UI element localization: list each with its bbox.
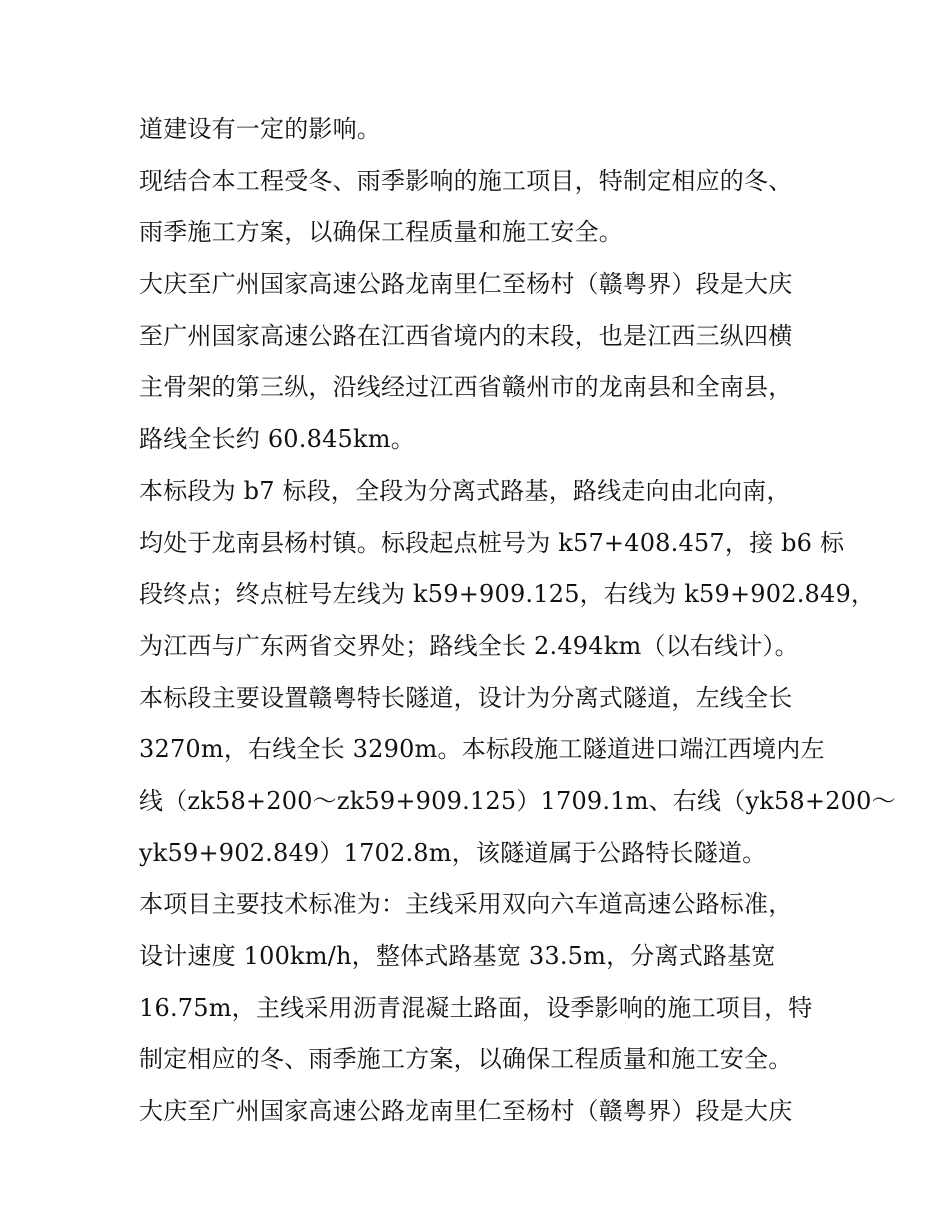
text-line: 大庆至广州国家高速公路龙南里仁至杨村（赣粤界）段是大庆: [139, 270, 793, 299]
text-line: 本标段为 b7 标段，全段为分离式路基，路线走向由北向南，: [139, 476, 791, 505]
text-line: 现结合本工程受冬、雨季影响的施工项目，特制定相应的冬、: [139, 166, 793, 195]
text-line: 3270m，右线全长 3290m。本标段施工隧道进口端江西境内左: [139, 735, 825, 764]
body-text: [139, 107, 896, 1141]
text-line: 道建设有一定的影响。: [139, 115, 381, 143]
text-line: 至广州国家高速公路在江西省境内的末段，也是江西三纵四横: [139, 321, 793, 350]
text-line: 线（zk58+200～zk59+909.125）1709.1m、右线（yk58+200～: [139, 786, 896, 815]
text-line: 本项目主要技术标准为：主线采用双向六车道高速公路标准，: [139, 890, 793, 919]
text-line: 本标段主要设置赣粤特长隧道，设计为分离式隧道，左线全长: [139, 683, 793, 712]
text-line: 段终点；终点桩号左线为 k59+909.125，右线为 k59+902.849，: [139, 580, 876, 609]
text-line: 均处于龙南县杨村镇。标段起点桩号为 k57+408.457，接 b6 标: [139, 528, 845, 557]
text-line: yk59+902.849）1702.8m，该隧道属于公路特长隧道。: [139, 838, 767, 867]
text-line: 设计速度 100km/h，整体式路基宽 33.5m，分离式路基宽: [139, 942, 776, 970]
text-line: 大庆至广州国家高速公路龙南里仁至杨村（赣粤界）段是大庆: [139, 1097, 793, 1126]
text-line: 路线全长约 60.845km。: [139, 425, 415, 454]
text-line: 为江西与广东两省交界处；路线全长 2.494km（以右线计）。: [139, 631, 799, 660]
text-line: 主骨架的第三纵，沿线经过江西省赣州市的龙南县和全南县，: [139, 373, 793, 402]
text-line: 制定相应的冬、雨季施工方案，以确保工程质量和施工安全。: [139, 1045, 793, 1074]
text-line: 16.75m，主线采用沥青混凝土路面，设季影响的施工项目，特: [139, 993, 813, 1022]
text-line: 雨季施工方案，以确保工程质量和施工安全。: [139, 218, 623, 247]
